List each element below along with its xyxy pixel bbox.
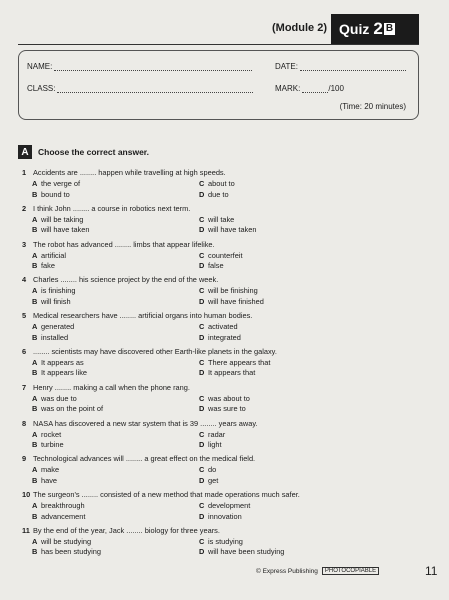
option-letter: A: [32, 179, 38, 188]
module-label: (Module 2): [272, 22, 327, 34]
answer-option[interactable]: [199, 297, 264, 307]
question-text: ........ scientists may have discovered other Earth-like planets in the galaxy.: [33, 346, 277, 356]
answer-option[interactable]: [32, 537, 91, 547]
question-text: Henry ........ making a call when the phone rang.: [33, 382, 190, 392]
answer-option[interactable]: [199, 440, 222, 450]
option-letter: A: [32, 322, 38, 332]
answer-option[interactable]: [199, 286, 258, 296]
question-item: [22, 311, 422, 347]
option-text: the verge of: [41, 179, 81, 188]
option-text: activated: [208, 322, 238, 332]
option-text: will take: [208, 214, 235, 224]
question-number: 2: [22, 203, 27, 213]
option-text: will have taken: [41, 225, 90, 235]
question-stem: [22, 490, 300, 500]
quiz-number: 2: [373, 19, 383, 38]
answer-option[interactable]: [32, 190, 70, 200]
option-text: due to: [208, 189, 229, 199]
date-label: DATE:: [275, 62, 298, 71]
option-letter: B: [32, 440, 38, 450]
option-text: innovation: [208, 511, 242, 521]
option-text: It appears like: [41, 368, 88, 378]
question-stem: [22, 419, 258, 429]
option-letter: A: [32, 357, 38, 367]
option-text: false: [208, 261, 224, 271]
answer-option[interactable]: [32, 251, 66, 261]
question-item: [22, 490, 422, 526]
option-letter: A: [32, 393, 38, 403]
option-text: will be studying: [41, 536, 92, 546]
option-letter: A: [32, 286, 38, 296]
option-text: will have finished: [208, 296, 264, 306]
option-letter: C: [199, 429, 205, 439]
option-text: has been studying: [41, 547, 101, 557]
question-number: 10: [22, 490, 31, 500]
option-letter: A: [32, 429, 38, 439]
page-number: 11: [425, 564, 438, 578]
option-letter: B: [32, 368, 38, 378]
option-letter: B: [32, 511, 38, 521]
class-row: [27, 84, 253, 93]
question-number: 6: [22, 346, 27, 356]
date-field[interactable]: [300, 63, 406, 71]
question-number: 3: [22, 239, 27, 249]
answer-option[interactable]: [199, 179, 235, 189]
option-letter: D: [199, 332, 205, 342]
answer-option[interactable]: [32, 404, 103, 414]
option-text: There appears that: [208, 357, 271, 367]
question-stem: [22, 454, 255, 464]
answer-option[interactable]: [32, 179, 80, 189]
option-letter: C: [199, 393, 205, 403]
question-text: Technological advances will ........ a great effect on the medical field.: [33, 454, 256, 464]
question-item: [22, 419, 422, 455]
option-letter: D: [199, 404, 205, 414]
question-text: The robot has advanced ........ limbs that appear lifelike.: [33, 239, 215, 249]
option-text: was about to: [208, 393, 250, 403]
answer-option[interactable]: [32, 465, 59, 475]
option-text: It appears as: [41, 357, 84, 367]
question-item: [22, 168, 422, 204]
option-text: breakthrough: [41, 501, 85, 511]
answer-option[interactable]: [32, 297, 71, 307]
question-text: Accidents are ........ happen while travelling at high speeds.: [33, 168, 226, 177]
option-letter: B: [32, 547, 38, 557]
quiz-tab: [331, 14, 419, 44]
name-field[interactable]: [54, 63, 252, 71]
question-stem: [22, 383, 190, 393]
answer-option[interactable]: [199, 322, 238, 332]
answer-option[interactable]: [32, 430, 61, 440]
answer-option[interactable]: [32, 261, 55, 271]
option-text: was due to: [41, 393, 77, 403]
answer-option[interactable]: [32, 547, 101, 557]
option-letter: A: [32, 536, 38, 546]
section-letter: A: [18, 145, 32, 159]
question-list: [22, 168, 422, 562]
option-text: do: [208, 465, 217, 475]
option-letter: B: [32, 261, 38, 271]
student-info-box: [18, 50, 419, 120]
answer-option[interactable]: [32, 440, 64, 450]
question-stem: [22, 204, 190, 214]
option-letter: A: [32, 250, 38, 260]
option-letter: B: [32, 332, 38, 342]
option-text: is studying: [208, 536, 243, 546]
option-letter: C: [199, 179, 205, 188]
question-item: [22, 526, 422, 562]
mark-total: /100: [328, 84, 344, 93]
answer-option[interactable]: [199, 251, 243, 261]
answer-option[interactable]: [32, 215, 83, 225]
option-letter: C: [199, 286, 205, 296]
answer-option[interactable]: [199, 190, 229, 200]
option-letter: A: [32, 465, 38, 475]
answer-option[interactable]: [199, 476, 218, 486]
option-text: artificial: [41, 250, 67, 260]
question-stem: [22, 168, 226, 178]
answer-option[interactable]: [32, 333, 68, 343]
option-letter: D: [199, 475, 205, 485]
answer-option[interactable]: [32, 358, 84, 368]
answer-option[interactable]: [199, 261, 224, 271]
question-item: [22, 275, 422, 311]
question-text: I think John ........ a course in robotics next term.: [33, 203, 191, 213]
option-letter: D: [199, 368, 205, 378]
answer-option[interactable]: [32, 368, 87, 378]
option-text: development: [208, 501, 251, 511]
answer-option[interactable]: [199, 368, 255, 378]
option-letter: C: [199, 501, 205, 511]
option-letter: C: [199, 465, 205, 475]
name-row: [27, 62, 252, 71]
class-field[interactable]: [57, 85, 253, 93]
question-number: 5: [22, 311, 27, 321]
option-letter: B: [32, 225, 38, 235]
option-text: get: [208, 475, 219, 485]
quiz-letter: B: [385, 23, 394, 34]
class-label: CLASS:: [27, 84, 56, 93]
question-text: Charles ........ his science project by the end of the week.: [33, 275, 219, 285]
option-letter: D: [199, 296, 205, 306]
answer-option[interactable]: [32, 322, 74, 332]
option-letter: B: [32, 189, 38, 199]
answer-option[interactable]: [199, 430, 225, 440]
answer-option[interactable]: [32, 225, 89, 235]
answer-option[interactable]: [32, 394, 77, 404]
question-number: 7: [22, 382, 27, 392]
option-letter: D: [199, 440, 205, 450]
option-letter: B: [32, 404, 38, 414]
mark-row: [275, 84, 344, 93]
publisher-credit: © Express Publishing: [256, 567, 318, 575]
option-text: counterfeit: [208, 250, 243, 260]
answer-option[interactable]: [199, 225, 256, 235]
option-letter: C: [199, 214, 205, 224]
option-text: bound to: [41, 189, 70, 199]
question-number: 4: [22, 275, 27, 285]
answer-option[interactable]: [199, 465, 216, 475]
question-stem: [22, 275, 218, 285]
option-text: light: [208, 440, 222, 450]
option-text: turbine: [41, 440, 64, 450]
question-number: 8: [22, 418, 27, 428]
question-item: [22, 347, 422, 383]
question-stem: [22, 240, 215, 250]
question-text: The surgeon's ........ consisted of a new method that made operations much safer.: [33, 490, 300, 500]
option-letter: C: [199, 250, 205, 260]
answer-option[interactable]: [199, 404, 246, 414]
question-text: Medical researchers have ........ artificial organs into human bodies.: [33, 311, 253, 321]
option-text: is finishing: [41, 286, 76, 296]
time-limit: (Time: 20 minutes): [339, 102, 406, 111]
footer: [256, 567, 379, 575]
answer-option[interactable]: [199, 215, 234, 225]
option-text: have: [41, 475, 58, 485]
question-text: By the end of the year, Jack ........ biology for three years.: [33, 525, 220, 535]
question-number: 11: [22, 525, 30, 535]
mark-field[interactable]: [302, 85, 328, 93]
name-label: NAME:: [27, 62, 53, 71]
question-item: [22, 454, 422, 490]
option-text: installed: [41, 332, 69, 342]
option-letter: C: [199, 322, 205, 332]
question-text: NASA has discovered a new star system that is 39 ........ years away.: [33, 418, 258, 428]
option-text: fake: [41, 261, 55, 271]
option-text: advancement: [41, 511, 86, 521]
option-text: will have been studying: [208, 547, 285, 557]
option-letter: B: [32, 475, 38, 485]
question-stem: [22, 311, 252, 321]
option-text: will have taken: [208, 225, 257, 235]
answer-option[interactable]: [32, 286, 76, 296]
option-letter: D: [199, 511, 205, 521]
option-text: integrated: [208, 332, 241, 342]
question-stem: [22, 526, 220, 536]
question-stem: [22, 347, 277, 357]
answer-option[interactable]: [32, 501, 85, 511]
option-text: radar: [208, 429, 226, 439]
option-letter: D: [199, 225, 205, 235]
option-text: will be finishing: [208, 286, 258, 296]
answer-option[interactable]: [199, 537, 243, 547]
option-letter: A: [32, 214, 38, 224]
question-number: 1: [22, 168, 27, 177]
answer-option[interactable]: [199, 358, 270, 368]
option-letter: C: [199, 536, 205, 546]
option-text: generated: [41, 322, 75, 332]
section-a-header: [18, 145, 149, 159]
header-rule: [18, 44, 419, 45]
option-letter: A: [32, 501, 38, 511]
option-text: will be taking: [41, 214, 84, 224]
option-text: about to: [208, 179, 235, 188]
option-letter: D: [199, 189, 205, 199]
question-number: 9: [22, 454, 27, 464]
answer-option[interactable]: [32, 476, 57, 486]
photocopiable-badge: PHOTOCOPIABLE: [322, 567, 379, 575]
section-title: Choose the correct answer.: [38, 147, 150, 157]
answer-option[interactable]: [199, 333, 241, 343]
option-letter: B: [32, 296, 38, 306]
option-letter: C: [199, 357, 205, 367]
option-text: was on the point of: [41, 404, 104, 414]
answer-option[interactable]: [32, 512, 85, 522]
option-letter: D: [199, 261, 205, 271]
quiz-word: Quiz: [339, 21, 370, 37]
option-letter: D: [199, 547, 205, 557]
question-item: [22, 383, 422, 419]
option-text: rocket: [41, 429, 62, 439]
answer-option[interactable]: [199, 512, 242, 522]
option-text: It appears that: [208, 368, 256, 378]
answer-option[interactable]: [199, 394, 250, 404]
option-text: will finish: [41, 296, 71, 306]
question-item: [22, 240, 422, 276]
answer-option[interactable]: [199, 501, 250, 511]
option-text: was sure to: [208, 404, 246, 414]
date-row: [275, 62, 406, 71]
mark-label: MARK:: [275, 84, 301, 93]
answer-option[interactable]: [199, 547, 284, 557]
question-item: [22, 204, 422, 240]
option-text: make: [41, 465, 60, 475]
